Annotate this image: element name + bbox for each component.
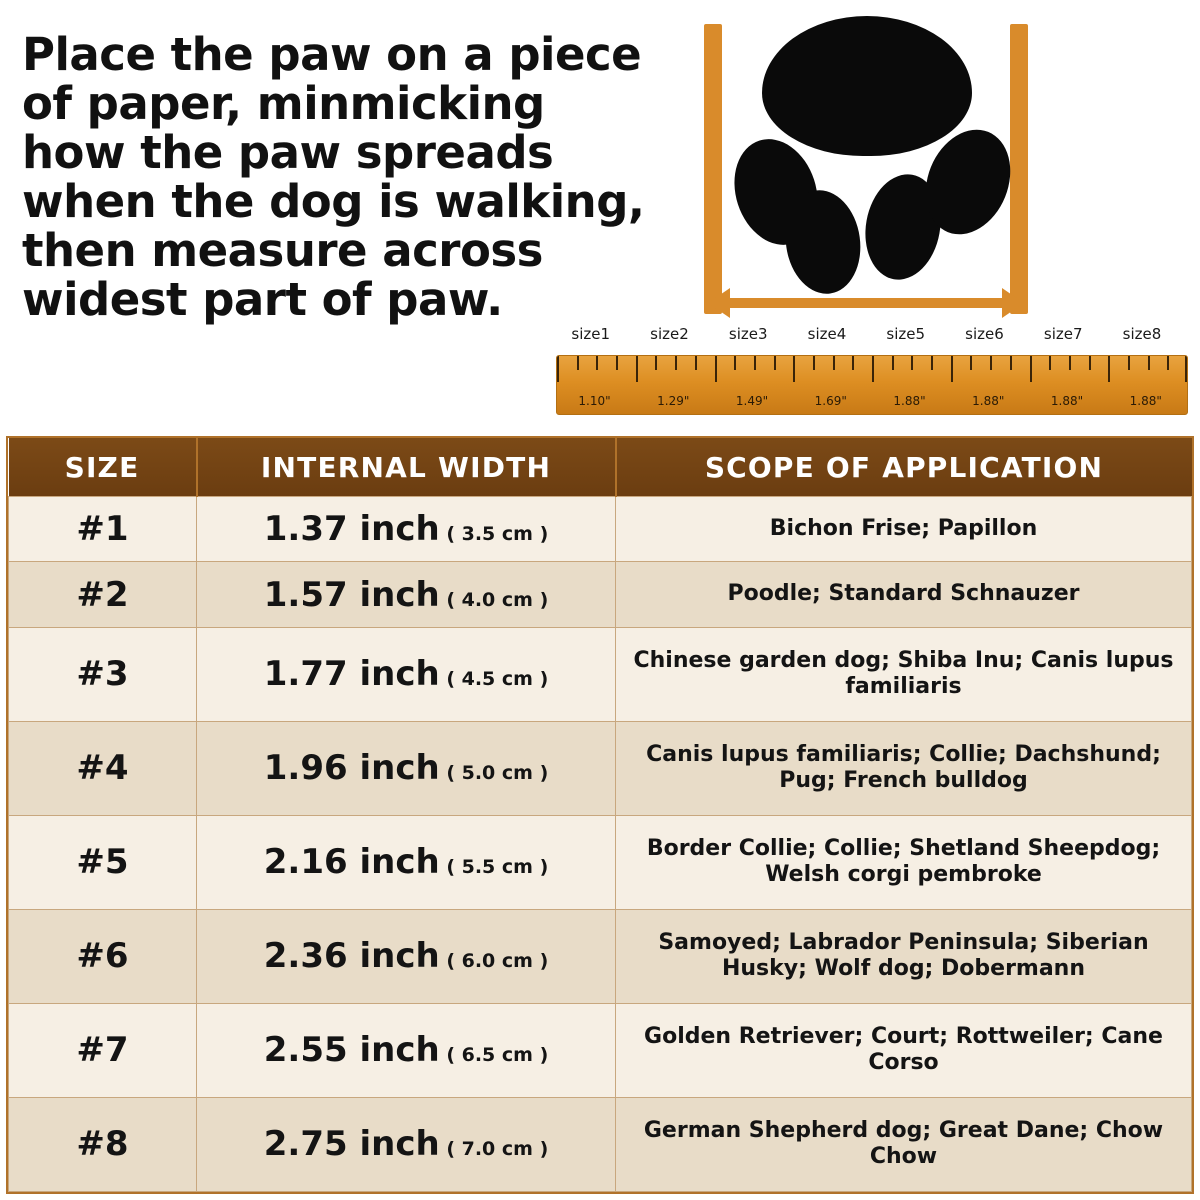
cell-size: #1 (9, 497, 197, 562)
ruler-inch-label: 1.88" (1050, 394, 1084, 408)
ruler-tick-major (1185, 356, 1187, 382)
cell-size: #8 (9, 1097, 197, 1191)
value-inch: 2.55 inch (263, 1030, 440, 1071)
table-row (9, 1097, 1192, 1191)
ruler-tick-minor (616, 356, 618, 370)
top-illustration-section (0, 0, 1200, 432)
cell-internal-width (197, 562, 616, 627)
ruler-size-label: size7 (1043, 325, 1083, 343)
table-row (9, 909, 1192, 1003)
ruler-tick-minor (931, 356, 933, 370)
cell-internal-width (197, 627, 616, 721)
value-inch: 1.96 inch (263, 748, 440, 789)
value-cm: ( 4.5 cm ) (439, 668, 549, 691)
value-cm: ( 5.5 cm ) (439, 856, 549, 879)
ruler-tick-minor (911, 356, 913, 370)
value-cm: ( 4.0 cm ) (439, 588, 549, 611)
value-inch: 1.77 inch (263, 654, 440, 695)
table-row (9, 562, 1192, 627)
ruler-inch-label: 1.10" (578, 394, 611, 408)
ruler-tick-minor (970, 356, 972, 370)
table-row (9, 721, 1192, 815)
ruler-tick-major (715, 356, 717, 382)
ruler-tick-minor (990, 356, 992, 370)
cell-scope: Poodle; Standard Schnauzer (616, 562, 1192, 627)
ruler-inch-label: 1.49" (735, 394, 769, 408)
ruler-tick-major (1030, 356, 1032, 382)
header-size: SIZE (9, 438, 197, 497)
ruler-tick-minor (675, 356, 677, 370)
ruler-size-label: size6 (965, 325, 1004, 343)
ruler-tick-minor (596, 356, 598, 370)
value-cm: ( 6.5 cm ) (439, 1044, 549, 1067)
ruler-tick-minor (892, 356, 894, 370)
ruler-tick-minor (1010, 356, 1012, 370)
ruler-inch-label: 1.88" (893, 394, 926, 408)
ruler-tick-minor (1049, 356, 1051, 370)
cell-size: #2 (9, 562, 197, 627)
instruction-text: Place the paw on a piece of paper, minmicking how the paw spreads when the dog is walking, then measure across widest part of paw. (22, 28, 645, 327)
cell-size: #3 (9, 627, 197, 721)
ruler-tick-minor (852, 356, 854, 370)
cell-internal-width (197, 1003, 616, 1097)
paw-pad-main (762, 16, 972, 156)
cell-scope: Bichon Frise; Papillon (616, 497, 1192, 562)
ruler-size-label: size5 (886, 325, 926, 343)
cell-internal-width (197, 497, 616, 562)
cell-size: #7 (9, 1003, 197, 1097)
size-chart-table (6, 436, 1194, 1194)
ruler-tick-minor (774, 356, 776, 370)
ruler-tick-minor (695, 356, 697, 370)
ruler-tick-minor (1089, 356, 1091, 370)
cell-size: #5 (9, 815, 197, 909)
value-cm: ( 6.0 cm ) (439, 950, 549, 973)
cell-internal-width (197, 909, 616, 1003)
ruler-size-label: size4 (807, 325, 847, 343)
cell-scope: Samoyed; Labrador Peninsula; Siberian Husky; Wolf dog; Dobermann (616, 909, 1192, 1003)
ruler-tick-major (793, 356, 795, 382)
value-cm: ( 3.5 cm ) (439, 523, 549, 546)
cell-size: #4 (9, 721, 197, 815)
ruler-tick-minor (813, 356, 815, 370)
ruler-tick-major (636, 356, 638, 382)
value-inch: 1.57 inch (263, 574, 440, 615)
value-inch: 2.75 inch (263, 1124, 440, 1165)
ruler-size-label: size1 (571, 325, 611, 343)
ruler-inch-label: 1.69" (814, 394, 847, 408)
table-row (9, 815, 1192, 909)
ruler-size-labels (556, 325, 1186, 347)
table-row (9, 1003, 1192, 1097)
cell-scope: Border Collie; Collie; Shetland Sheepdog; Welsh corgi pembroke (616, 815, 1192, 909)
value-cm: ( 7.0 cm ) (439, 1138, 549, 1161)
value-cm: ( 5.0 cm ) (439, 762, 549, 785)
ruler-tick-minor (1167, 356, 1169, 370)
table-row (9, 497, 1192, 562)
ruler-tick-major (951, 356, 953, 382)
ruler-tick-major (1108, 356, 1110, 382)
ruler-graphic (556, 325, 1186, 425)
cell-size: #6 (9, 909, 197, 1003)
width-arrow-head-left (708, 288, 730, 318)
ruler-tick-major (557, 356, 559, 382)
header-internal-width: INTERNAL WIDTH (197, 438, 616, 497)
ruler-tick-minor (655, 356, 657, 370)
ruler-size-label: size2 (650, 325, 689, 343)
width-arrow-head-right (1002, 288, 1024, 318)
ruler-inch-label: 1.88" (972, 394, 1005, 408)
cell-scope: Canis lupus familiaris; Collie; Dachshund; Pug; French bulldog (616, 721, 1192, 815)
ruler-tick-major (872, 356, 874, 382)
ruler-tick-minor (1069, 356, 1071, 370)
value-inch: 2.16 inch (263, 842, 440, 883)
ruler-tick-minor (734, 356, 736, 370)
header-scope-of-application: SCOPE OF APPLICATION (616, 438, 1192, 497)
cell-internal-width (197, 721, 616, 815)
value-inch: 1.37 inch (263, 509, 440, 550)
ruler-tick-minor (754, 356, 756, 370)
ruler-tick-minor (577, 356, 579, 370)
cell-scope: German Shepherd dog; Great Dane; Chow Chow (616, 1097, 1192, 1191)
cell-scope: Golden Retriever; Court; Rottweiler; Cane Corso (616, 1003, 1192, 1097)
table-header-row (9, 438, 1192, 497)
measure-bracket-left (704, 24, 722, 314)
ruler-tick-minor (1128, 356, 1130, 370)
ruler-inch-label: 1.88" (1129, 394, 1162, 408)
measure-bracket-right (1010, 24, 1028, 314)
value-inch: 2.36 inch (263, 936, 440, 977)
ruler-size-label: size3 (728, 325, 768, 343)
ruler-tick-minor (833, 356, 835, 370)
cell-internal-width (197, 815, 616, 909)
ruler-body (556, 355, 1188, 415)
ruler-inch-label: 1.29" (657, 394, 690, 408)
width-arrow-line (722, 298, 1012, 308)
paw-diagram (690, 8, 1050, 318)
cell-scope: Chinese garden dog; Shiba Inu; Canis lupus familiaris (616, 627, 1192, 721)
table-row (9, 627, 1192, 721)
ruler-size-label: size8 (1122, 325, 1162, 343)
cell-internal-width (197, 1097, 616, 1191)
ruler-tick-minor (1148, 356, 1150, 370)
